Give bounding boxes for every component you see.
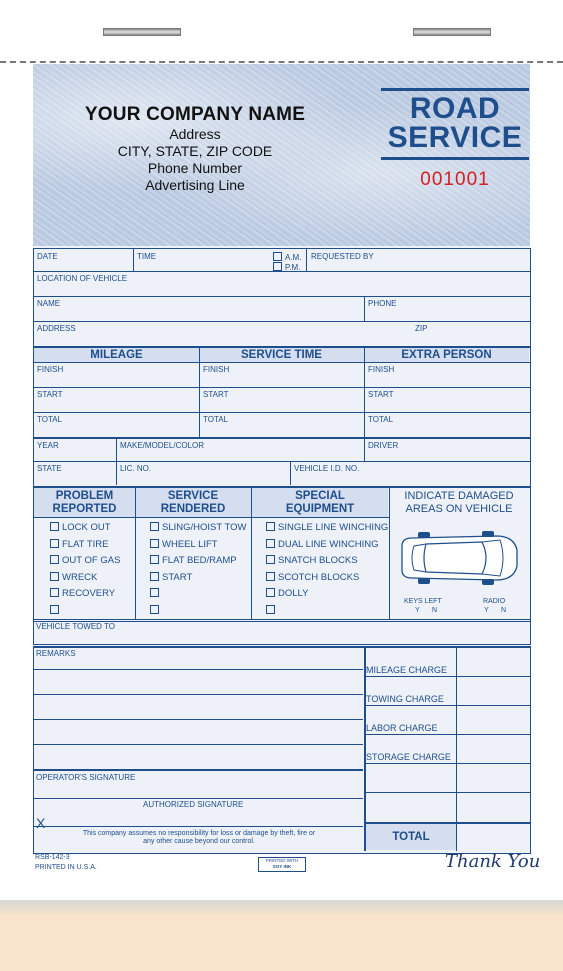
- problem-option-label: FLAT TIRE: [62, 538, 109, 550]
- radio-label: RADIO: [483, 598, 506, 605]
- rendered-option-label: START: [162, 571, 193, 583]
- mileage-total-label: TOTAL: [37, 415, 63, 424]
- service-total-label: TOTAL: [203, 415, 229, 424]
- rendered-option-label: WHEEL LIFT: [162, 538, 218, 550]
- equipment-option-label: SCOTCH BLOCKS: [278, 571, 360, 583]
- car-diagram-icon[interactable]: [396, 530, 520, 586]
- year-label: YEAR: [37, 441, 59, 450]
- equipment-option-6[interactable]: [266, 605, 278, 616]
- binder-clip-right: [413, 28, 491, 36]
- rendered-option-4[interactable]: [150, 572, 192, 583]
- operator-signature-label: OPERATOR'S SIGNATURE: [36, 773, 136, 782]
- am-option[interactable]: A.M.: [273, 252, 301, 262]
- driver-label: DRIVER: [368, 441, 399, 450]
- form-code: RSB-142-3: [35, 854, 70, 861]
- checkbox-icon[interactable]: [150, 605, 159, 614]
- equipment-option-label: SNATCH BLOCKS: [278, 555, 358, 567]
- binder-clip-left: [103, 28, 181, 36]
- checkbox-icon[interactable]: [50, 555, 59, 564]
- problem-option-1[interactable]: [50, 522, 111, 533]
- rendered-option-1[interactable]: [150, 522, 246, 533]
- make-model-label: MAKE/MODEL/COLOR: [120, 441, 205, 450]
- location-label: LOCATION OF VEHICLE: [37, 274, 128, 283]
- problem-option-label: OUT OF GAS: [62, 555, 121, 567]
- printed-in: PRINTED IN U.S.A.: [35, 864, 97, 871]
- extra-start-label: START: [368, 390, 394, 399]
- form-title: [381, 88, 529, 160]
- checkbox-icon[interactable]: [150, 588, 159, 597]
- checkbox-icon[interactable]: [150, 522, 159, 531]
- mileage-charge-label: MILEAGE CHARGE: [366, 665, 448, 675]
- rendered-option-2[interactable]: [150, 539, 218, 550]
- damage-title: INDICATE DAMAGED AREAS ON VEHICLE: [404, 490, 514, 515]
- extra-person-header: EXTRA PERSON: [401, 349, 492, 361]
- problem-option-4[interactable]: [50, 572, 97, 583]
- mileage-finish-label: FINISH: [37, 365, 64, 374]
- checkbox-icon[interactable]: [266, 522, 275, 531]
- checkbox-icon[interactable]: [266, 539, 275, 548]
- vehicle-info-box: [33, 437, 531, 487]
- address-label: ADDRESS: [37, 324, 76, 333]
- perforation-line: [0, 61, 563, 63]
- radio-no[interactable]: N: [501, 607, 507, 614]
- extra-finish-label: FINISH: [368, 365, 395, 374]
- pm-option[interactable]: P.M.: [273, 262, 300, 272]
- problem-option-label: RECOVERY: [62, 588, 116, 600]
- keys-yes[interactable]: Y: [415, 607, 420, 614]
- disclaimer: This company assumes no responsibility for loss or damage by theft, fire or any other cause beyond our control.: [82, 830, 316, 845]
- company-block: [60, 104, 330, 194]
- state-label: STATE: [37, 464, 62, 473]
- equipment-option-5[interactable]: [266, 588, 308, 599]
- service-finish-label: FINISH: [203, 365, 230, 374]
- checkbox-icon[interactable]: [266, 555, 275, 564]
- checkbox-icon[interactable]: [150, 539, 159, 548]
- serial-number: 001001: [420, 169, 490, 190]
- towing-charge-label: TOWING CHARGE: [366, 694, 444, 704]
- checkbox-icon[interactable]: [266, 572, 275, 581]
- checkbox-icon[interactable]: [50, 522, 59, 531]
- problem-option-5[interactable]: [50, 588, 115, 599]
- checkbox-icon[interactable]: [50, 539, 59, 548]
- storage-charge-label: STORAGE CHARGE: [366, 752, 451, 762]
- company-city-state-zip: CITY, STATE, ZIP CODE: [117, 143, 273, 159]
- mileage-header: MILEAGE: [90, 349, 143, 361]
- authorized-signature-label: AUTHORIZED SIGNATURE: [143, 800, 244, 809]
- lic-no-label: LIC. NO.: [120, 464, 152, 473]
- checkbox-icon[interactable]: [50, 572, 59, 581]
- thank-you-script: Thank You: [445, 851, 541, 872]
- problem-option-6[interactable]: [50, 605, 62, 616]
- company-phone: Phone Number: [147, 160, 243, 176]
- equipment-option-label: DOLLY: [278, 588, 309, 600]
- mileage-start-label: START: [37, 390, 63, 399]
- date-label: DATE: [37, 252, 58, 261]
- phone-label: PHONE: [368, 299, 397, 308]
- labor-charge-label: LABOR CHARGE: [366, 723, 438, 733]
- rendered-option-5[interactable]: [150, 588, 162, 599]
- service-rendered-header: SERVICE RENDERED: [160, 490, 226, 515]
- problem-option-3[interactable]: [50, 555, 120, 566]
- checkbox-icon[interactable]: [150, 572, 159, 581]
- special-equipment-header: SPECIAL EQUIPMENT: [285, 490, 355, 515]
- rendered-option-label: SLING/HOIST TOW: [162, 522, 247, 533]
- company-advertising: Advertising Line: [145, 177, 245, 193]
- equipment-option-label: DUAL LINE WINCHING: [278, 538, 379, 550]
- company-address: Address: [169, 126, 221, 142]
- keys-left-label: KEYS LEFT: [404, 598, 442, 605]
- signature-x-mark: X: [36, 815, 46, 831]
- rendered-option-6[interactable]: [150, 605, 162, 616]
- pm-checkbox-icon[interactable]: [273, 262, 282, 271]
- checkbox-icon[interactable]: [50, 605, 59, 614]
- vin-label: VEHICLE I.D. NO.: [294, 464, 360, 473]
- checkbox-icon[interactable]: [150, 555, 159, 564]
- time-label: TIME: [137, 252, 157, 261]
- vehicle-towed-to-label: VEHICLE TOWED TO: [36, 622, 115, 631]
- title-line-1: ROAD: [409, 92, 501, 125]
- service-time-header: SERVICE TIME: [241, 349, 322, 361]
- name-label: NAME: [37, 299, 61, 308]
- rendered-option-label: FLAT BED/RAMP: [162, 555, 237, 567]
- extra-total-label: TOTAL: [368, 415, 394, 424]
- zip-label: ZIP: [415, 324, 428, 333]
- checkbox-icon[interactable]: [266, 605, 275, 614]
- title-line-2: SERVICE: [387, 121, 523, 154]
- rendered-option-3[interactable]: [150, 555, 237, 566]
- checkbox-icon[interactable]: [266, 588, 275, 597]
- company-name: YOUR COMPANY NAME: [84, 104, 306, 125]
- equipment-option-1[interactable]: [266, 522, 388, 533]
- requested-by-label: REQUESTED BY: [311, 252, 374, 261]
- keys-no[interactable]: N: [432, 607, 438, 614]
- equipment-option-4[interactable]: [266, 572, 359, 583]
- radio-yes[interactable]: Y: [484, 607, 489, 614]
- equipment-option-2[interactable]: [266, 539, 378, 550]
- problem-option-label: WRECK: [62, 571, 98, 583]
- service-start-label: START: [203, 390, 229, 399]
- checkbox-icon[interactable]: [50, 588, 59, 597]
- remarks-label: REMARKS: [36, 649, 76, 658]
- problem-option-2[interactable]: [50, 539, 108, 550]
- equipment-option-label: SINGLE LINE WINCHING: [278, 522, 389, 533]
- problem-reported-header: PROBLEM REPORTED: [52, 490, 117, 515]
- am-checkbox-icon[interactable]: [273, 252, 282, 261]
- soy-ink-logo: PRINTED WITH SOY INK: [258, 857, 306, 872]
- problem-option-label: LOCK OUT: [62, 522, 111, 533]
- total-label: TOTAL: [392, 831, 430, 843]
- equipment-option-3[interactable]: [266, 555, 358, 566]
- sheet-shadow: [0, 900, 563, 916]
